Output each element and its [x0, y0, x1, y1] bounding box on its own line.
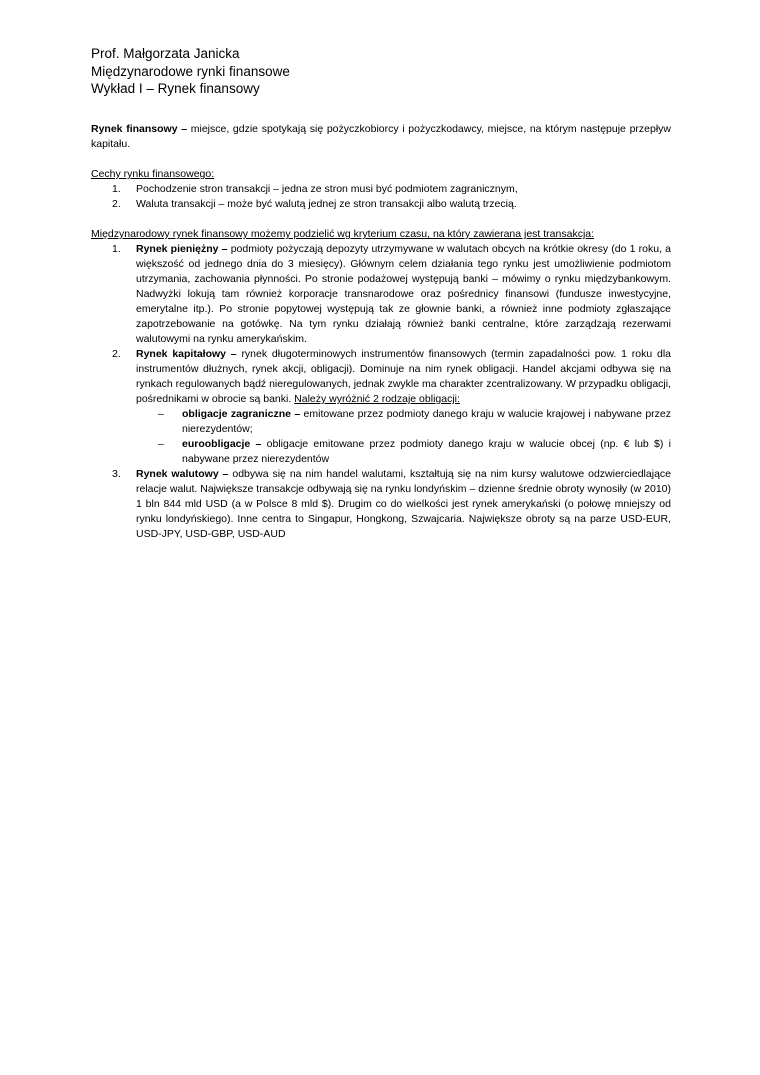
bonds-list — [136, 407, 671, 467]
money-market-item — [91, 242, 671, 347]
bonds-intro: Należy wyróżnić 2 rodzaje obligacji: — [294, 393, 460, 405]
document-header — [91, 45, 290, 98]
features-heading: Cechy rynku finansowego: — [91, 168, 215, 180]
list-item — [91, 182, 671, 197]
capital-market-text: rynek długoterminowych instrumentów finansowych (termin zapadalności pow. 1 roku dla instrumentów dłużnych, rynek akcji, obligacji). Dominuje na nim rynek obligacji. Handel akcjami odbywa się na rynkach regulowanych bądź nieregulowanych, jednak zwykle ma charakter zcentralizowany. W przypadku obligacji, pośrednikami w obrocie są banki. — [136, 348, 671, 405]
list-number: 2. — [112, 198, 121, 210]
list-item — [136, 407, 671, 437]
bond-text: obligacje emitowane przez podmioty danego kraju w walucie obcej (np. € lub $) i nabywane przez nierezydentów — [182, 438, 671, 465]
bond-term: obligacje zagraniczne – — [182, 408, 301, 420]
currency-market-item — [91, 467, 671, 542]
division-heading: Międzynarodowy rynek finansowy możemy podzielić wg kryterium czasu, na który zawierana jest transakcja: — [91, 228, 595, 240]
capital-market-item — [91, 347, 671, 467]
definition-text: miejsce, gdzie spotykają się pożyczkobiorcy i pożyczkodawcy, miejsce, na którym następuje przepływ kapitału. — [91, 123, 672, 150]
author-line: Prof. Małgorzata Janicka — [91, 46, 240, 61]
course-line: Międzynarodowe rynki finansowe — [91, 63, 290, 79]
currency-market-term: Rynek walutowy – — [136, 468, 229, 480]
dash-bullet: – — [158, 438, 164, 450]
bond-term: euroobligacje – — [182, 438, 262, 450]
capital-market-term: Rynek kapitałowy – — [136, 348, 237, 360]
features-list — [91, 182, 671, 212]
list-item-text: Pochodzenie stron transakcji – jedna ze stron musi być podmiotem zagranicznym, — [136, 183, 518, 195]
list-number: 1. — [112, 183, 121, 195]
money-market-term: Rynek pieniężny – — [136, 243, 228, 255]
dash-bullet: – — [158, 408, 164, 420]
definition-term: Rynek finansowy – — [91, 123, 188, 135]
document-body — [91, 122, 671, 542]
money-market-text: podmioty pożyczają depozyty utrzymywane w walutach obcych na krótkie okresy (do 1 roku, a większość od jednego dnia do 3 miesięcy). Głównym celem działania tego rynku jest umożliwienie podmiotom utrzymania, zachowania płynności. Po stronie podażowej występują banki – mówimy o rynku międzybankowym. Nadwyżki lokują tam również korporacje transnarodowe oraz pośrednicy finansowi (fundusze inwestycyjne, emerytalne itp.). Po stronie popytowej występują tak ze głownie banki, a również inne podmioty zgłaszające zapotrzebowanie na gotówkę. Na tym rynku działają również banki centralne, które zarządzają rezerwami walutowymi na rynku amerykańskim. — [136, 243, 671, 345]
list-number: 2. — [112, 348, 121, 360]
list-item — [136, 437, 671, 467]
currency-market-text: odbywa się na nim handel walutami, kształtują się na nim kursy walutowe odzwierciedlające relacje walut. Największe transakcje odbywają się na rynku londyńskim – dzienne średnie obroty wynosiły (w 2010) 1 bln 844 mld USD (a w Polsce 8 mld $). Drugim co do wielkości jest rynek amerykański (o połowę mniejszy od rynku londyńskiego). Inne centra to Singapur, Hongkong, Szwajcaria. Największe obroty są na parze USD-EUR, USD-JPY, USD-GBP, USD-AUD — [136, 468, 671, 540]
list-number: 3. — [112, 468, 121, 480]
list-item-text: Waluta transakcji – może być walutą jednej ze stron transakcji albo walutą trzecią. — [136, 198, 517, 210]
list-number: 1. — [112, 243, 121, 255]
market-types-list — [91, 242, 671, 542]
list-item — [91, 197, 671, 212]
definition-paragraph — [91, 122, 671, 152]
lecture-title: Wykład I – Rynek finansowy — [91, 81, 260, 96]
bond-text: emitowane przez podmioty danego kraju w walucie krajowej i nabywane przez nierezydentów; — [182, 408, 672, 435]
